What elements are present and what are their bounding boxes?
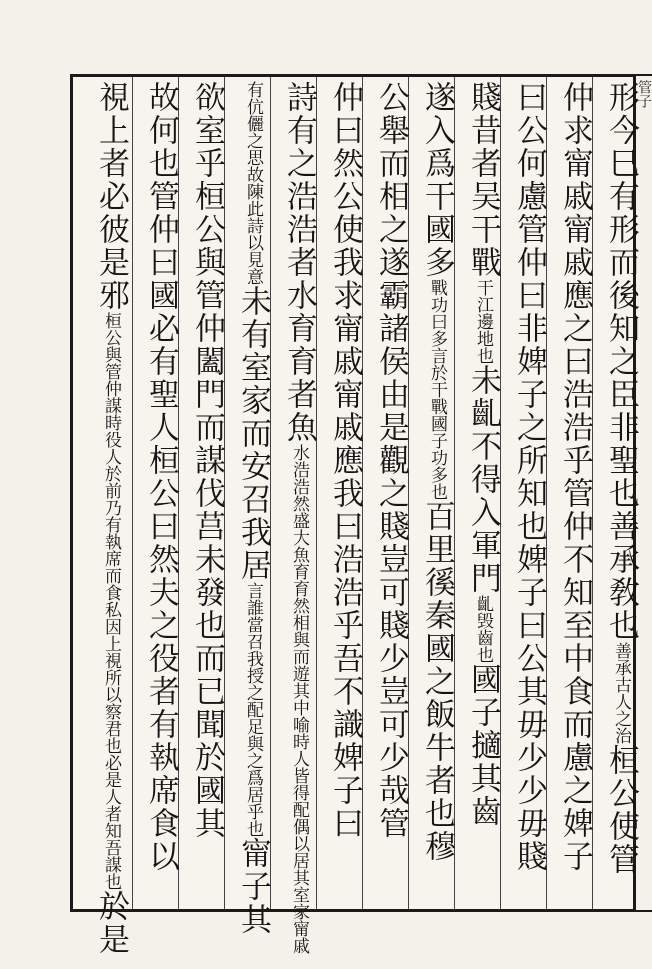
main-text: 仲求甯戚甯戚應之曰浩浩乎管仲不知至中食而慮之婢子: [557, 81, 593, 873]
text-column-11: [135, 81, 187, 909]
text-column-5: [411, 81, 463, 909]
text-column-3: [503, 81, 555, 909]
annotation: 言誰當召我授之配足與之爲居乎也: [243, 582, 263, 837]
main-text: 視上者必彼是邪: [93, 81, 129, 312]
text-column-8: [273, 81, 325, 954]
main-text: 賤昔者吴干戰: [465, 81, 501, 279]
main-text: 公舉而相之遂霸諸侯由是觀之賤豈可賤少豈可少哉管: [373, 81, 409, 840]
main-text: 未有室家而安召我居: [235, 285, 271, 582]
main-text: 遂入爲干國多: [419, 81, 455, 279]
main-text: 詩有之浩浩者水育育者魚: [281, 81, 317, 444]
annotation: 有伉儷之思故陳此詩以見意: [243, 81, 263, 285]
text-column-6: [365, 81, 417, 909]
main-text: 桓公使管: [603, 744, 639, 876]
main-text: 國子擿其齒: [465, 663, 501, 828]
text-column-7: [319, 81, 371, 909]
main-text: 故何也管仲曰國必有聖人桓公曰然夫之役者有執席食以: [143, 81, 179, 873]
text-frame: [70, 74, 639, 956]
annotation: 水浩浩然盛大魚育育然相與而遊其中喻時人皆得配偶以居其室家甯戚: [289, 444, 309, 954]
main-text: 形今巳有形而後知之臣非聖也善承敎也: [603, 81, 639, 642]
annotation: 善承古人之治: [611, 642, 631, 744]
book-title: 管子: [636, 80, 652, 108]
main-text: 百里徯秦國之飯牛者也穆: [419, 500, 455, 863]
main-text: 仲曰然公使我求甯戚甯戚應我曰浩浩乎吾不識婢子曰: [327, 81, 363, 840]
text-column-10: [181, 81, 233, 909]
text-column-4: [457, 81, 509, 909]
main-text: 於是: [93, 890, 129, 956]
annotation: 齓毁齒也: [473, 595, 493, 663]
main-text: 欲室乎桓公與管仲闔門而謀伐莒未發也而已聞於國其: [189, 81, 225, 840]
text-column-2: [549, 81, 601, 909]
text-column-12: [85, 81, 137, 956]
main-text: 甯子其: [235, 837, 271, 936]
annotation: 戰功曰多言於干戰國子功多也: [427, 279, 447, 500]
annotation: 干江邊地也: [473, 279, 493, 364]
text-column-9: [227, 81, 279, 936]
annotation: 桓公與管仲謀時役人於前乃有執席而食私因上視所以察君也必是人者知吾謀也: [101, 312, 121, 890]
fold-gutter: [636, 74, 652, 912]
main-text: 曰公何慮管仲曰非婢子之所知也婢子曰公其毋少少毋賤: [511, 81, 547, 873]
main-text: 未齓不得入軍門: [465, 364, 501, 595]
